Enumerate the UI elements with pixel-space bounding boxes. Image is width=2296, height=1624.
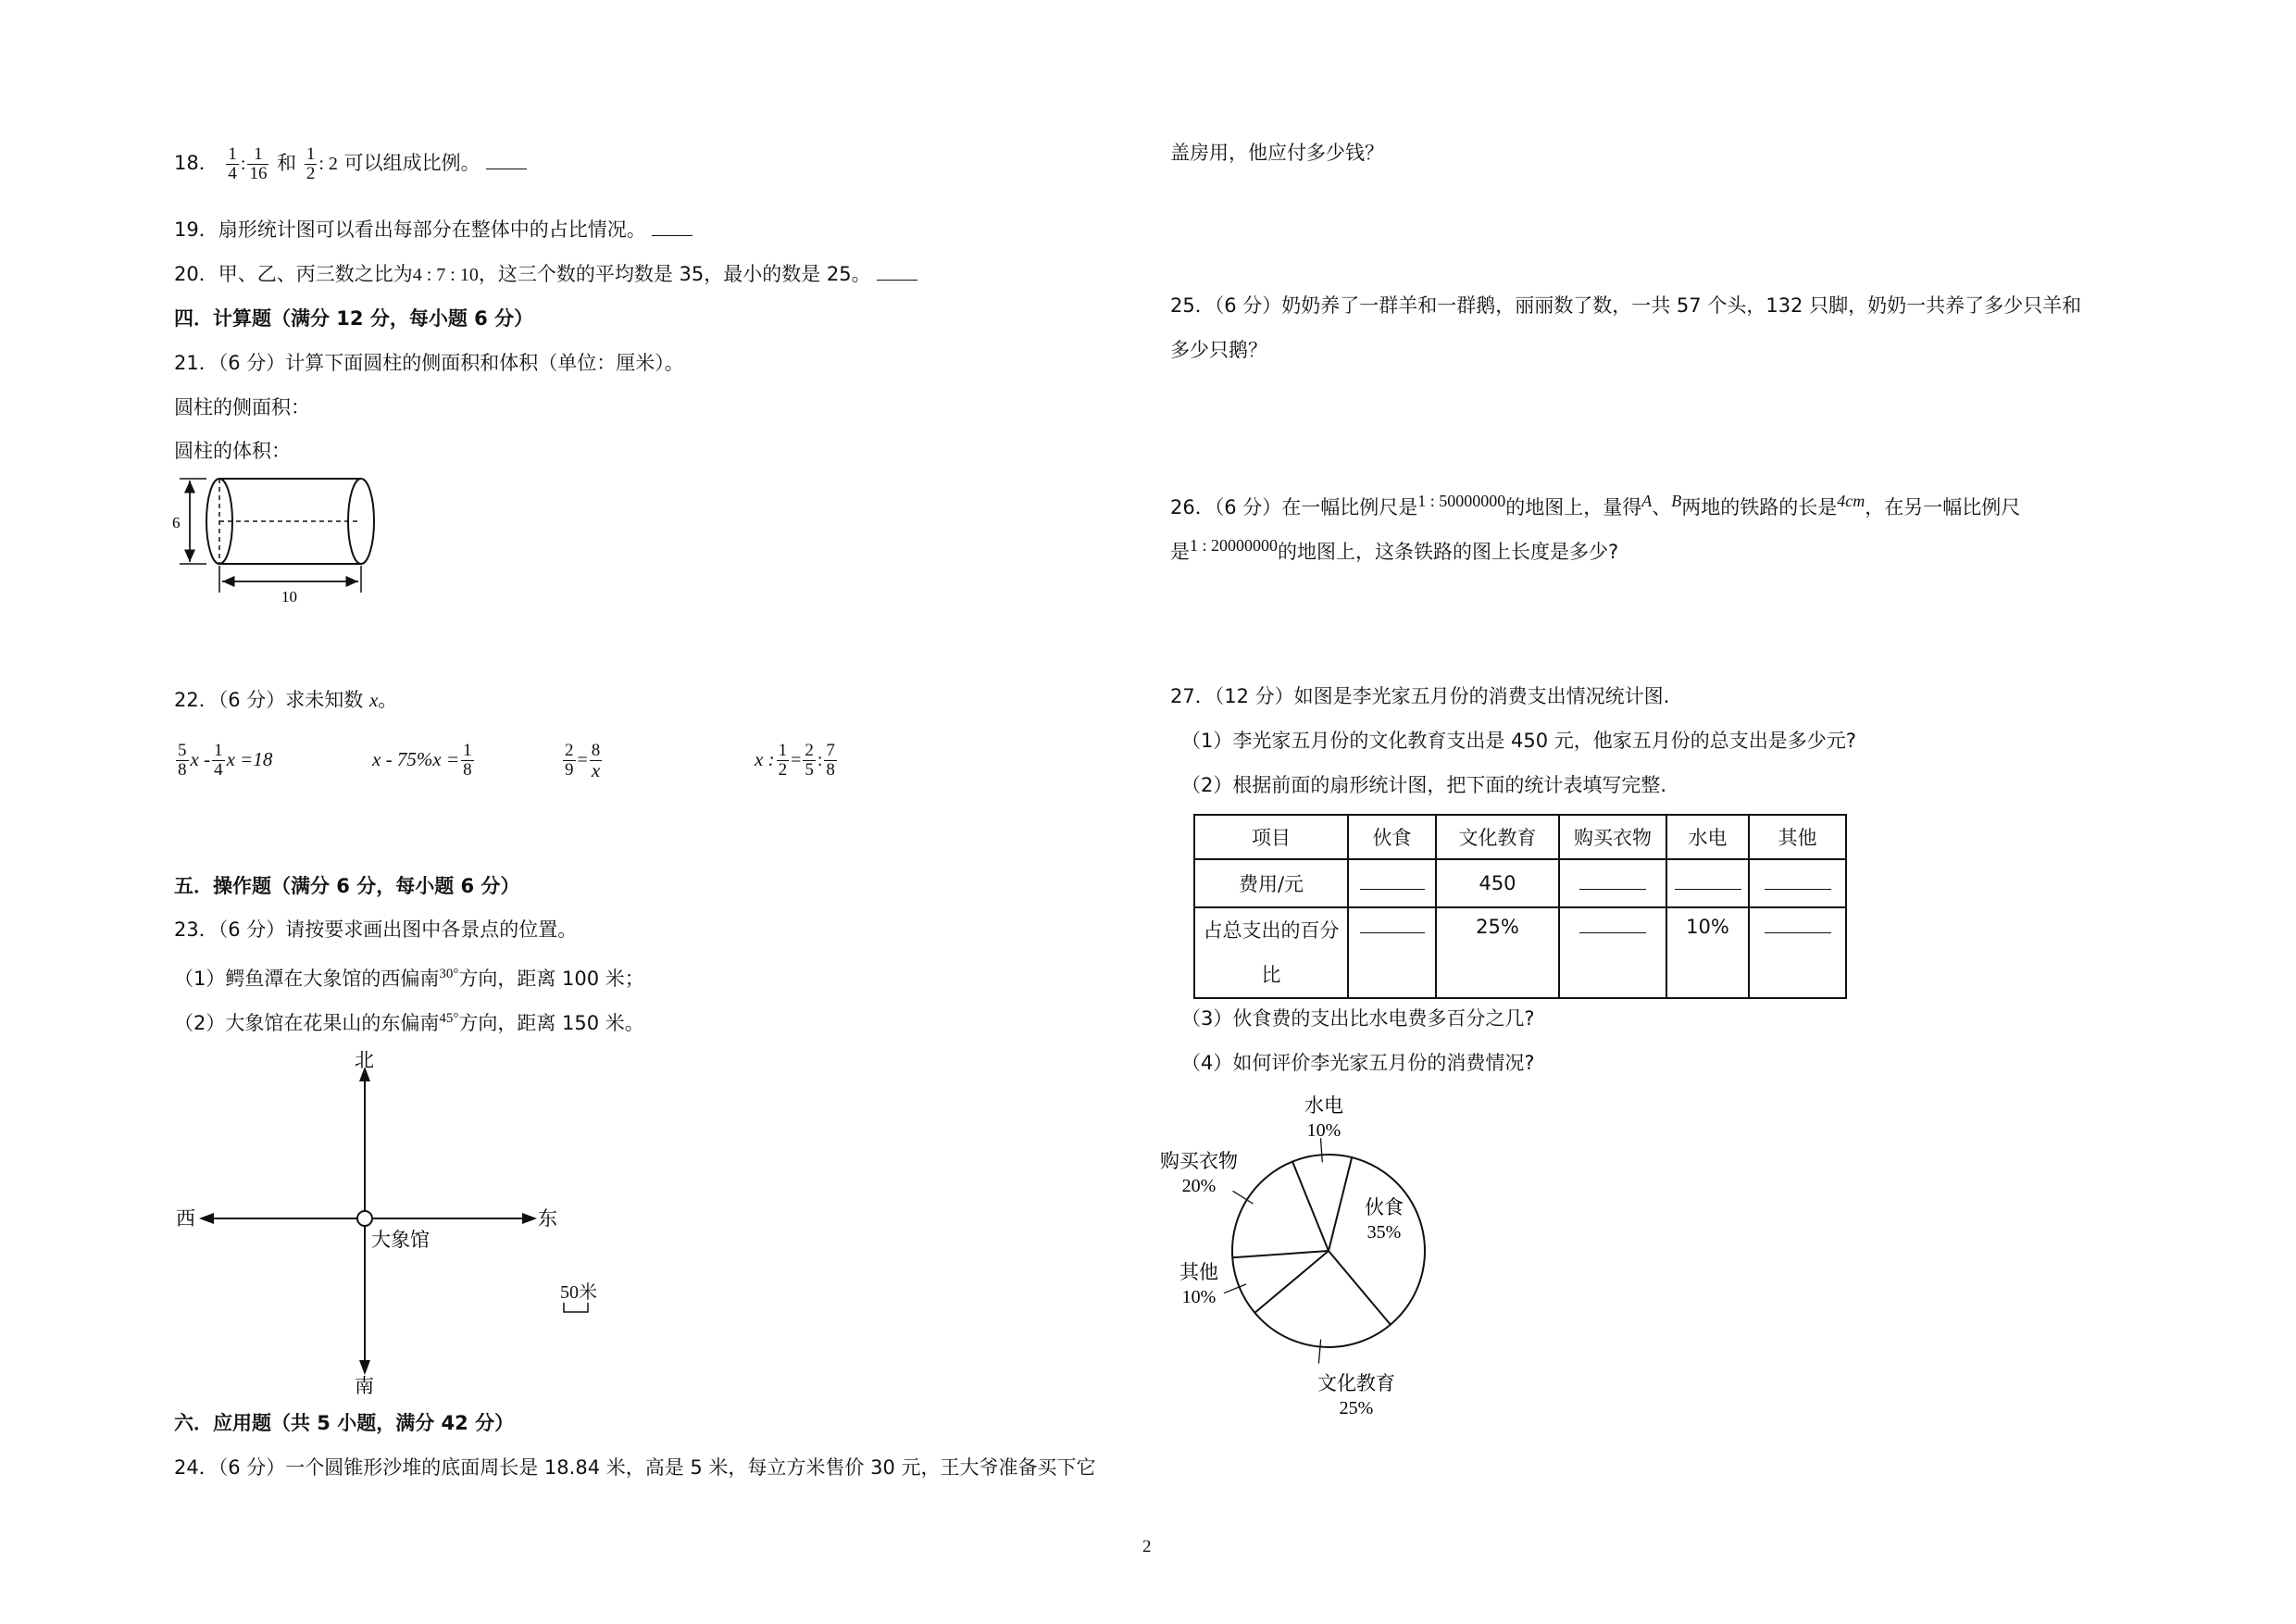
equation-1: $\frac{5}{8}$ x - $\frac{1}{4}$ x =18 (178, 740, 273, 780)
fill-cell[interactable] (1348, 859, 1436, 907)
question-19: 19．扇形统计图可以看出每部分在整体中的占比情况。 (174, 216, 693, 244)
q21-volume-label: 圆柱的体积： (174, 440, 291, 462)
section-4-heading: 四．计算题（满分 12 分，每小题 6 分） (174, 307, 534, 330)
pie-chart (1157, 1079, 1546, 1421)
question-25-line1: 25．（6 分）奶奶养了一群羊和一群鹅，丽丽数了数，一共 57 个头，132 只脚，奶奶一共养了多少只羊和 (1170, 294, 2082, 317)
pie-leader-line (1224, 1284, 1246, 1293)
answer-blank[interactable] (652, 219, 693, 236)
q21-side-area-label: 圆柱的侧面积： (174, 396, 310, 418)
question-23-2: （2）大象馆在花果山的东偏南$^{45^\circ}$方向，距离 150 米。 (174, 1011, 644, 1034)
pie-slice-boundary (1292, 1162, 1329, 1251)
table-row (1194, 859, 1846, 907)
question-26-line1: 26．（6 分）在一幅比例尺是$^{1 : 50000000}$的地图上，量得$^A$、$^B$两地的铁路的长是$^{4cm}$，在另一幅比例尺 (1170, 492, 2021, 518)
table-header-row (1194, 815, 1846, 859)
compass-diagram (171, 1046, 579, 1398)
question-27: 27．（12 分）如图是李光家五月份的消费支出情况统计图. (1170, 685, 1670, 707)
table-cell: 10% (1666, 907, 1749, 998)
north-label: 北 (355, 1049, 374, 1071)
pie-slice-value: 10% (1306, 1120, 1341, 1141)
fill-cell[interactable] (1559, 907, 1666, 998)
question-23-1: （1）鳄鱼潭在大象馆的西偏南$^{30^\circ}$方向，距离 100 米； (174, 967, 644, 990)
answer-blank[interactable] (486, 152, 527, 169)
table-header: 文化教育 (1436, 815, 1559, 859)
question-27-3: （3）伙食费的支出比水电费多百分之几? (1181, 1007, 1535, 1030)
table-header: 项目 (1194, 815, 1348, 859)
cylinder-length-label: 10 (281, 588, 297, 605)
section-6-heading: 六．应用题（共 5 小题，满分 42 分） (174, 1412, 515, 1434)
pie-slice-label: 伙食 (1365, 1196, 1404, 1218)
table-cell: 25% (1436, 907, 1559, 998)
question-20: 20．甲、乙、丙三数之比为4 : 7 : 10，这三个数的平均数是 35，最小的数是 25。 (174, 260, 917, 289)
cylinder-diagram (167, 470, 398, 605)
pie-slice-label: 文化教育 (1317, 1372, 1395, 1394)
question-27-4: （4）如何评价李光家五月份的消费情况? (1181, 1052, 1535, 1074)
east-label: 东 (538, 1207, 557, 1230)
question-22: 22．（6 分）求未知数 x。 (174, 689, 398, 711)
fraction: $\frac{1}{4}$ (228, 144, 237, 183)
question-27-1: （1）李光家五月份的文化教育支出是 450 元，他家五月份的总支出是多少元? (1181, 730, 1856, 752)
scale-bar (562, 1301, 592, 1314)
pie-slice-boundary (1232, 1251, 1329, 1257)
south-label: 南 (355, 1375, 374, 1397)
pie-leader-line (1320, 1138, 1322, 1162)
equation-3: $\frac{2}{9}$ = $\frac{8}{x}$ (565, 740, 601, 781)
equation-4: x : $\frac{1}{2}$ = $\frac{2}{5}$ : $\frac{7}{8}$ (755, 740, 835, 780)
fill-cell[interactable] (1666, 859, 1749, 907)
question-21: 21．（6 分）计算下面圆柱的侧面积和体积（单位：厘米）。 (174, 352, 684, 374)
question-18: 18． $\frac{1}{4}$ : $\frac{1}{16}$ 和 $\frac{1}{2}$ : 2 可以组成比例。 (174, 139, 527, 188)
pie-slice-label: 购买衣物 (1160, 1150, 1238, 1172)
pie-slice-boundary (1329, 1157, 1352, 1251)
table-header: 其他 (1749, 815, 1846, 859)
question-27-2: （2）根据前面的扇形统计图，把下面的统计表填写完整. (1181, 774, 1667, 796)
question-23: 23．（6 分）请按要求画出图中各景点的位置。 (174, 918, 578, 941)
pie-slice-boundary (1329, 1251, 1391, 1325)
pie-slice-boundary (1254, 1251, 1329, 1313)
table-header: 水电 (1666, 815, 1749, 859)
fill-cell[interactable] (1749, 907, 1846, 998)
table-row (1194, 907, 1846, 998)
section-5-heading: 五．操作题（满分 6 分，每小题 6 分） (174, 875, 520, 897)
pie-leader-line (1233, 1191, 1254, 1204)
table-header: 购买衣物 (1559, 815, 1666, 859)
pie-slice-value: 35% (1366, 1222, 1402, 1243)
row-label: 占总支出的百分 比 (1194, 907, 1348, 998)
equation-2: x - 75%x = $\frac{1}{8}$ (372, 740, 472, 780)
pie-slice-value: 10% (1181, 1287, 1217, 1307)
pie-slice-label: 其他 (1179, 1261, 1218, 1283)
pie-slice-value: 25% (1339, 1398, 1374, 1418)
fraction: $\frac{1}{2}$ (306, 144, 316, 183)
question-24-continued: 盖房用，他应付多少钱？ (1170, 142, 1384, 164)
west-label: 西 (176, 1207, 195, 1230)
table-cell: 450 (1436, 859, 1559, 907)
row-label: 费用/元 (1194, 859, 1348, 907)
statistics-table (1193, 814, 1847, 999)
fill-cell[interactable] (1749, 859, 1846, 907)
fill-cell[interactable] (1348, 907, 1436, 998)
question-26-line2: 是$^{1 : 20000000}$的地图上，这条铁路的图上长度是多少? (1170, 536, 1619, 563)
fraction: $\frac{1}{16}$ (249, 144, 268, 183)
page-number: 2 (1142, 1537, 1152, 1556)
fill-cell[interactable] (1559, 859, 1666, 907)
scale-label: 50米 (560, 1282, 597, 1303)
pie-slice-label: 水电 (1304, 1094, 1343, 1117)
answer-blank[interactable] (877, 263, 917, 281)
center-label: 大象馆 (371, 1229, 430, 1251)
pie-slice-value: 20% (1181, 1176, 1217, 1196)
question-24: 24．（6 分）一个圆锥形沙堆的底面周长是 18.84 米，高是 5 米，每立方米售价 30 元，王大爷准备买下它 (174, 1456, 1096, 1479)
question-25-line2: 多少只鹅？ (1170, 339, 1267, 361)
cylinder-height-label: 6 (172, 514, 181, 531)
pie-leader-line (1318, 1340, 1320, 1364)
table-header: 伙食 (1348, 815, 1436, 859)
